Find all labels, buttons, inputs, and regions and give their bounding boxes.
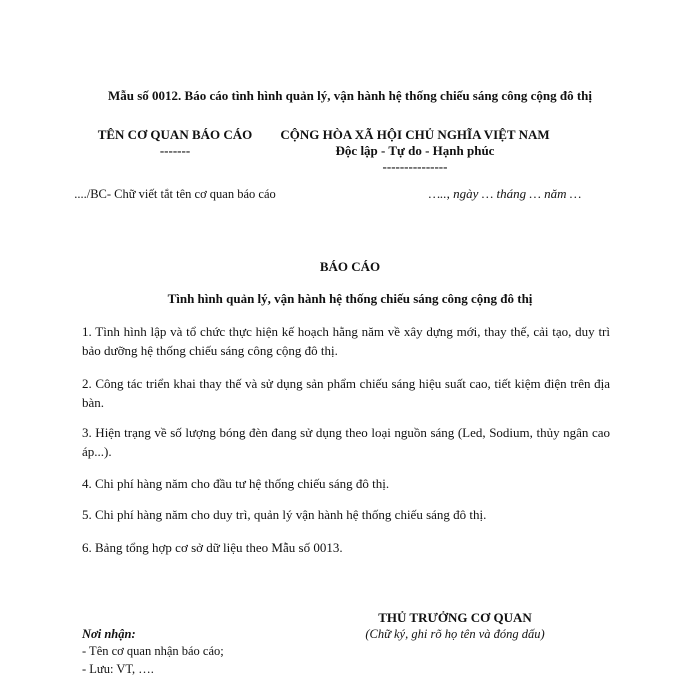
agency-block xyxy=(70,127,280,159)
report-item-3: 3. Hiện trạng về số lượng bóng đèn đang sử dụng theo loại nguồn sáng (Led, Sodium, thủy ngân cao áp...). xyxy=(82,425,610,459)
report-item-2: 2. Công tác triển khai thay thế và sử dụng sản phẩm chiếu sáng hiệu suất cao, tiết kiệm điện trên địa bàn. xyxy=(82,376,610,410)
agency-divider: ------- xyxy=(159,143,191,158)
nation-divider: --------------- xyxy=(382,159,448,174)
agency-name: TÊN CƠ QUAN BÁO CÁO xyxy=(97,127,253,142)
form-title: Mẫu số 0012. Báo cáo tình hình quản lý, vận hành hệ thống chiếu sáng công cộng đô thị xyxy=(107,88,592,103)
date-line: ….., ngày … tháng … năm … xyxy=(428,186,582,201)
nation-block xyxy=(265,127,565,175)
nation-name: CỘNG HÒA XÃ HỘI CHỦ NGHĨA VIỆT NAM xyxy=(280,127,550,142)
report-item-5: 5. Chi phí hàng năm cho duy trì, quản lý vận hành hệ thống chiếu sáng đô thị. xyxy=(82,507,487,522)
report-item-1: 1. Tình hình lập và tổ chức thực hiện kế hoạch hằng năm về xây dựng mới, thay thế, cải tạo, duy trì bảo dưỡng hệ thống chiếu sáng công cộng đô thị. xyxy=(82,324,610,358)
report-item-6: 6. Bảng tổng hợp cơ sở dữ liệu theo Mẫu số 0013. xyxy=(82,540,343,555)
report-item-4: 4. Chi phí hàng năm cho đầu tư hệ thống chiếu sáng đô thị. xyxy=(82,476,390,491)
recipient-item: - Tên cơ quan nhận báo cáo; xyxy=(82,644,224,658)
recipients-label: Nơi nhận: xyxy=(82,627,136,641)
signer-title: THỦ TRƯỞNG CƠ QUAN xyxy=(378,610,532,625)
report-subheading: Tình hình quản lý, vận hành hệ thống chiếu sáng công cộng đô thị xyxy=(167,291,533,306)
nation-motto: Độc lập - Tự do - Hạnh phúc xyxy=(335,143,495,158)
recipient-item: - Lưu: VT, …. xyxy=(82,662,154,676)
document-number: ..../BC- Chữ viết tắt tên cơ quan báo cáo xyxy=(74,187,276,201)
signer-note: (Chữ ký, ghi rõ họ tên và đóng dấu) xyxy=(365,627,545,641)
report-heading: BÁO CÁO xyxy=(319,259,381,274)
